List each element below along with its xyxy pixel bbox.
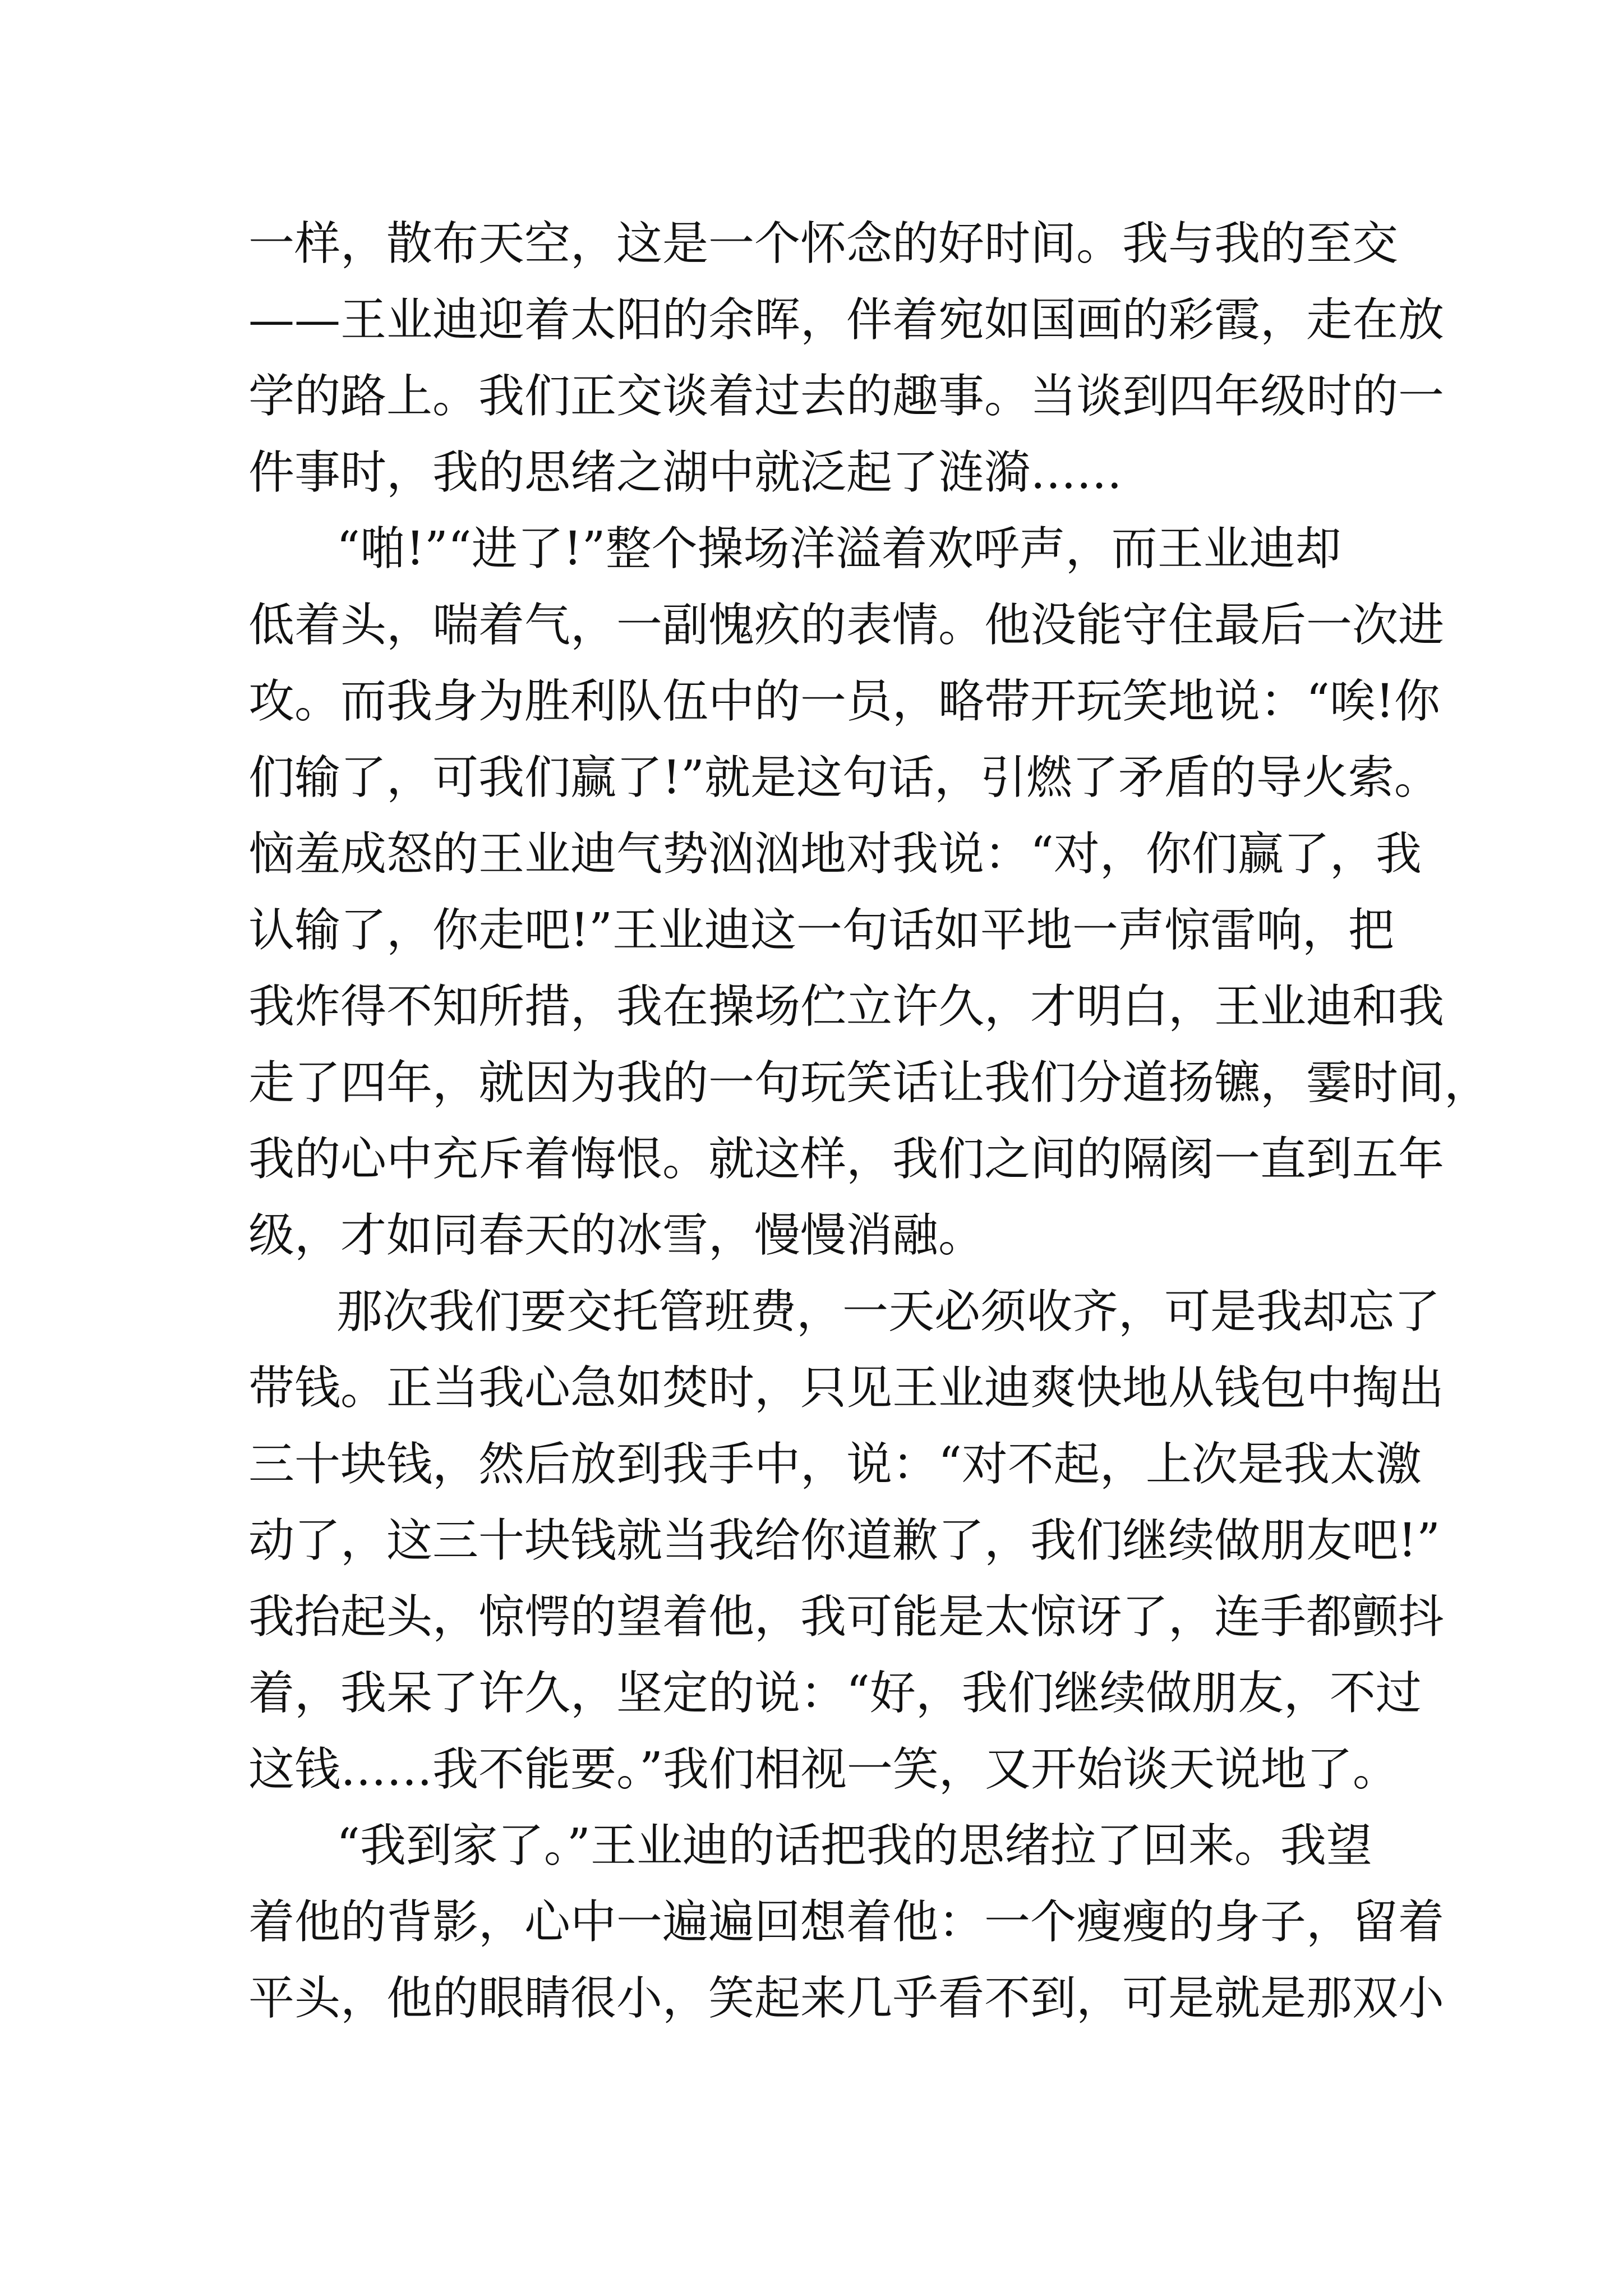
text-line-24: 平头，他的眼睛很小，笑起来几乎看不到，可是就是那双小 <box>248 1972 1445 2025</box>
text-line-23: 着他的背影，心中一遍遍回想着他：一个瘦瘦的身子，留着 <box>248 1895 1445 1949</box>
text-line-10: 认输了，你走吧!”王业迪这一句话如平地一声惊雷响，把 <box>248 904 1394 957</box>
text-line-5: “啪!”“进了!”整个操场洋溢着欢呼声，而王业迪却 <box>336 522 1341 576</box>
text-line-21: 这钱……我不能要。”我们相视一笑，又开始谈天说地了。 <box>248 1743 1399 1796</box>
text-line-2: ——王业迪迎着太阳的余晖，伴着宛如国画的彩霞，走在放 <box>248 293 1445 347</box>
text-line-19: 我抬起头，惊愕的望着他，我可能是太惊讶了，连手都颤抖 <box>248 1590 1445 1644</box>
text-line-16: 带钱。正当我心急如焚时，只见王业迪爽快地从钱包中掏出 <box>248 1361 1445 1415</box>
text-line-6: 低着头，喘着气，一副愧疚的表情。他没能守住最后一次进 <box>248 599 1445 652</box>
text-line-18: 动了，这三十块钱就当我给你道歉了，我们继续做朋友吧!” <box>248 1514 1440 1567</box>
text-line-15: 那次我们要交托管班费，一天必须收齐，可是我却忘了 <box>336 1285 1441 1338</box>
text-line-1: 一样，散布天空，这是一个怀念的好时间。我与我的至交 <box>248 217 1399 270</box>
text-line-20: 着，我呆了许久，坚定的说：“好，我们继续做朋友，不过 <box>248 1667 1422 1720</box>
text-line-3: 学的路上。我们正交谈着过去的趣事。当谈到四年级时的一 <box>248 370 1445 423</box>
text-line-17: 三十块钱，然后放到我手中，说：“对不起，上次是我太激 <box>248 1438 1422 1491</box>
text-line-8: 们输了，可我们赢了!”就是这句话，引燃了矛盾的导火索。 <box>248 751 1440 804</box>
text-line-22: “我到家了。”王业迪的话把我的思绪拉了回来。我望 <box>336 1819 1372 1872</box>
text-line-11: 我炸得不知所措，我在操场伫立许久，才明白，王业迪和我 <box>248 980 1445 1033</box>
text-line-7: 攻。而我身为胜利队伍中的一员，略带开玩笑地说：“唉!你 <box>248 675 1440 728</box>
text-line-14: 级，才如同春天的冰雪，慢慢消融。 <box>248 1209 985 1262</box>
text-line-4: 件事时，我的思绪之湖中就泛起了涟漪…… <box>248 446 1123 499</box>
text-line-13: 我的心中充斥着悔恨。就这样，我们之间的隔阂一直到五年 <box>248 1133 1445 1186</box>
text-line-12: 走了四年，就因为我的一句玩笑话让我们分道扬镳，霎时间， <box>248 1056 1491 1110</box>
text-line-9: 恼羞成怒的王业迪气势汹汹地对我说：“对，你们赢了，我 <box>248 827 1422 881</box>
